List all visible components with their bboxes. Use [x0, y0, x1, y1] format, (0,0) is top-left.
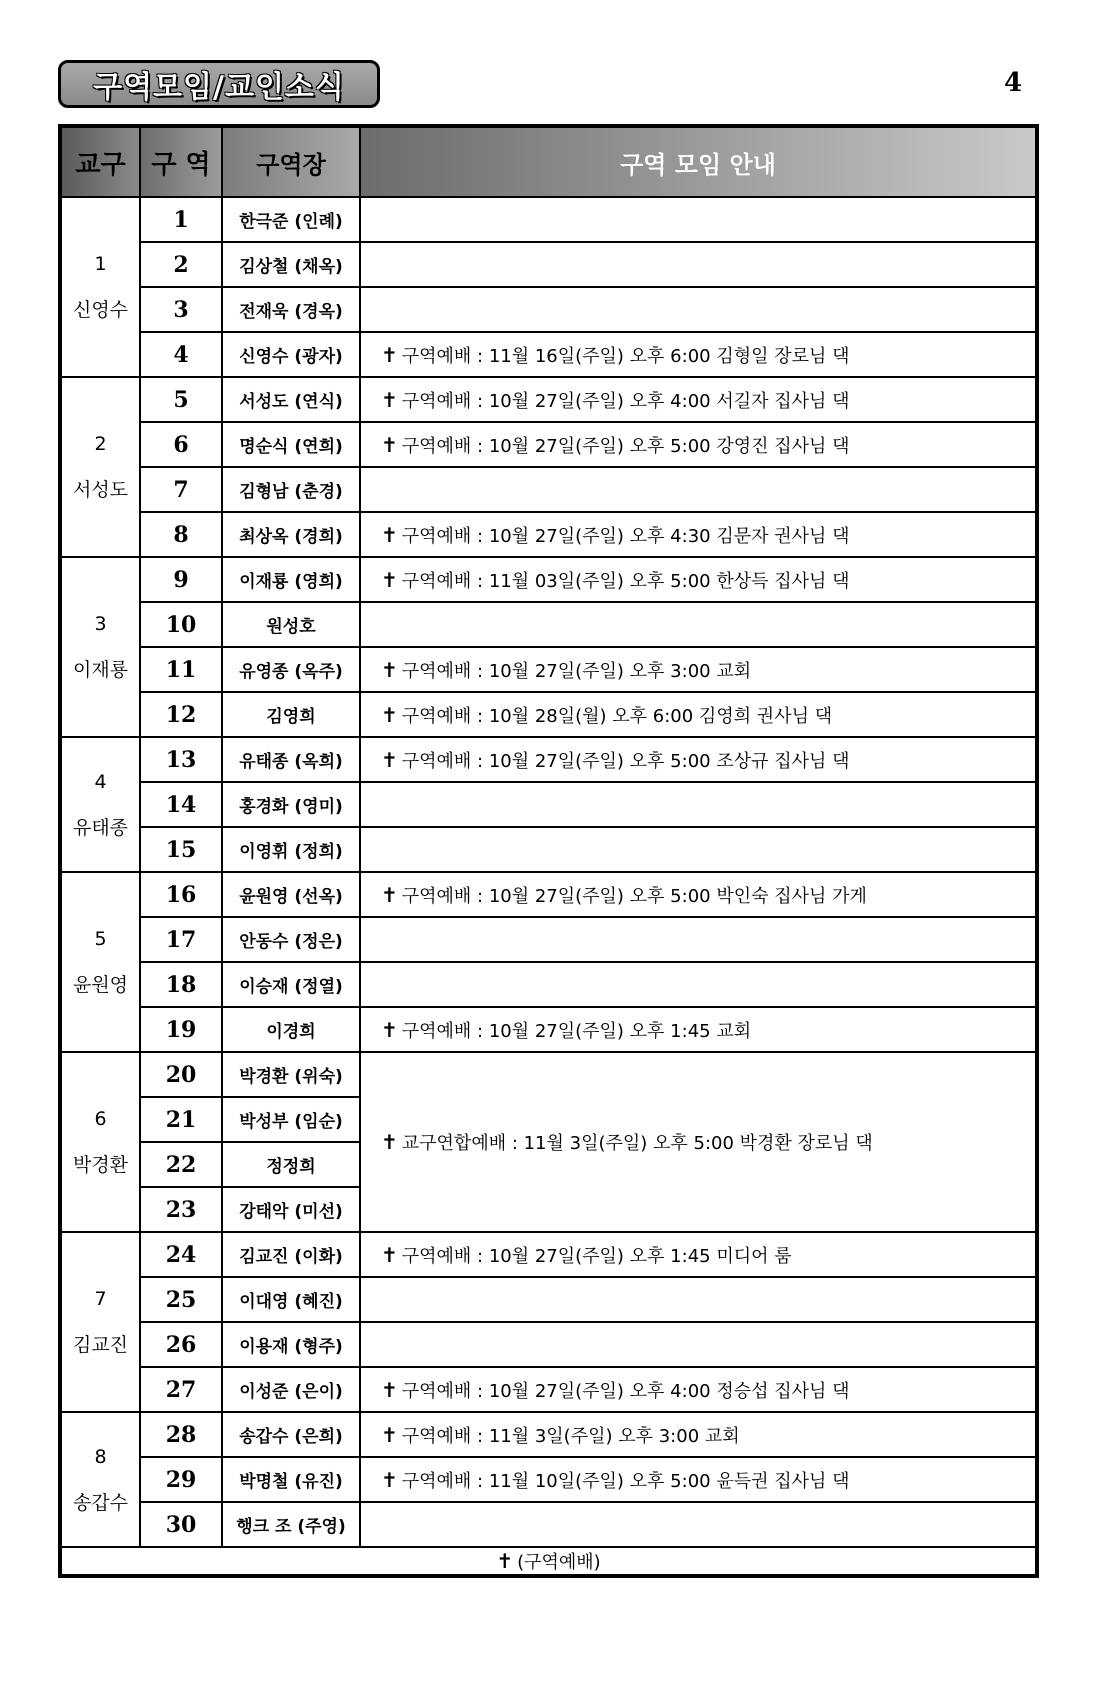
district-leader: 명순식 (연희) — [222, 422, 360, 467]
parish-leader-name: 서성도 — [72, 479, 129, 501]
district-leader: 윤원영 (선옥) — [222, 872, 360, 917]
district-number: 14 — [140, 782, 222, 827]
district-leader: 이승재 (정열) — [222, 962, 360, 1007]
table-row — [60, 737, 1037, 782]
column-header: 구 역 — [140, 126, 222, 197]
parish-cell — [60, 1232, 140, 1412]
district-leader: 김영희 — [222, 692, 360, 737]
meeting-info — [360, 1052, 1037, 1232]
table-row — [60, 197, 1037, 242]
parish-number: 3 — [94, 613, 107, 635]
meeting-info — [360, 242, 1037, 287]
table-row — [60, 602, 1037, 647]
parish-leader-name: 이재룡 — [72, 659, 129, 681]
meeting-info-text: 구역예배 : 10월 27일(주일) 오후 4:30 김문자 권사님 댁 — [401, 525, 850, 547]
meeting-info — [360, 1322, 1037, 1367]
cross-icon: ✝ — [381, 1467, 398, 1492]
meeting-info — [360, 557, 1037, 602]
cross-icon: ✝ — [381, 387, 398, 412]
district-leader: 행크 조 (주영) — [222, 1502, 360, 1547]
table-row — [60, 512, 1037, 557]
table-row — [60, 467, 1037, 512]
column-header: 구역 모임 안내 — [360, 126, 1037, 197]
district-leader: 한극준 (인례) — [222, 197, 360, 242]
parish-number: 1 — [94, 253, 107, 275]
district-number: 28 — [140, 1412, 222, 1457]
table-row — [60, 692, 1037, 737]
parish-number: 8 — [94, 1445, 107, 1468]
meeting-info-text: 구역예배 : 10월 27일(주일) 오후 5:00 강영진 집사님 댁 — [401, 435, 850, 457]
meeting-info — [360, 422, 1037, 467]
district-leader: 안동수 (정은) — [222, 917, 360, 962]
table-row — [60, 287, 1037, 332]
table-row — [60, 422, 1037, 467]
meeting-info-text: 구역예배 : 11월 16일(주일) 오후 6:00 김형일 장로님 댁 — [401, 345, 850, 367]
table-row — [60, 1412, 1037, 1457]
parish-leader-name: 유태종 — [72, 816, 129, 839]
cross-icon: ✝ — [381, 432, 398, 457]
cross-icon: ✝ — [381, 342, 398, 367]
meeting-info — [360, 1367, 1037, 1412]
parish-cell — [60, 197, 140, 377]
meeting-info — [360, 692, 1037, 737]
meeting-info — [360, 1007, 1037, 1052]
district-number: 6 — [140, 422, 222, 467]
district-number: 24 — [140, 1232, 222, 1277]
district-leader: 이성준 (은이) — [222, 1367, 360, 1412]
meeting-info-text: 구역예배 : 10월 27일(주일) 오후 3:00 교회 — [401, 660, 752, 682]
meeting-info — [360, 197, 1037, 242]
meeting-info — [360, 1457, 1037, 1502]
parish-number: 6 — [94, 1108, 107, 1130]
meeting-info — [360, 1502, 1037, 1547]
table-row — [60, 917, 1037, 962]
district-leader: 최상옥 (경희) — [222, 512, 360, 557]
meeting-info-text: 구역예배 : 11월 3일(주일) 오후 3:00 교회 — [401, 1425, 740, 1447]
district-leader: 박명철 (유진) — [222, 1457, 360, 1502]
table-row — [60, 1322, 1037, 1367]
parish-cell — [60, 377, 140, 557]
district-leader: 강태악 (미선) — [222, 1187, 360, 1232]
meeting-info — [360, 782, 1037, 827]
parish-cell — [60, 737, 140, 872]
cross-icon: ✝ — [381, 1422, 398, 1447]
meeting-info — [360, 872, 1037, 917]
cross-icon: ✝ — [381, 1017, 398, 1042]
cross-icon: ✝ — [381, 522, 398, 547]
parish-cell — [60, 1412, 140, 1547]
cross-icon: ✝ — [381, 567, 398, 592]
page-number: 4 — [1004, 68, 1023, 98]
table-row — [60, 872, 1037, 917]
cross-icon: ✝ — [381, 657, 398, 682]
parish-leader-name: 김교진 — [72, 1334, 129, 1356]
district-number: 18 — [140, 962, 222, 1007]
district-number: 5 — [140, 377, 222, 422]
meeting-info — [360, 332, 1037, 377]
district-leader: 정정희 — [222, 1142, 360, 1187]
district-leader: 유태종 (옥희) — [222, 737, 360, 782]
meeting-info — [360, 737, 1037, 782]
district-leader: 원성호 — [222, 602, 360, 647]
table-row — [60, 647, 1037, 692]
district-leader: 김교진 (이화) — [222, 1232, 360, 1277]
parish-number: 7 — [94, 1288, 107, 1310]
district-leader: 전재욱 (경옥) — [222, 287, 360, 332]
table-row — [60, 1232, 1037, 1277]
district-number: 26 — [140, 1322, 222, 1367]
cross-icon: ✝ — [381, 702, 398, 727]
meeting-info-text: 구역예배 : 10월 27일(주일) 오후 1:45 교회 — [401, 1020, 752, 1042]
district-leader: 박성부 (임순) — [222, 1097, 360, 1142]
table-row — [60, 1052, 1037, 1097]
district-leader: 이대영 (혜진) — [222, 1277, 360, 1322]
district-number: 15 — [140, 827, 222, 872]
table-header-row — [60, 126, 1037, 197]
meeting-info — [360, 917, 1037, 962]
district-leader: 서성도 (연식) — [222, 377, 360, 422]
district-number: 17 — [140, 917, 222, 962]
table-row — [60, 557, 1037, 602]
table-row — [60, 827, 1037, 872]
meeting-info-text: 구역예배 : 11월 10일(주일) 오후 5:00 윤득권 집사님 댁 — [401, 1470, 850, 1492]
table-row — [60, 962, 1037, 1007]
district-leader: 이용재 (형주) — [222, 1322, 360, 1367]
district-number: 7 — [140, 467, 222, 512]
cross-icon: ✝ — [381, 1130, 398, 1154]
district-number: 1 — [140, 197, 222, 242]
district-leader: 김상철 (채옥) — [222, 242, 360, 287]
meeting-info — [360, 467, 1037, 512]
table-row — [60, 1367, 1037, 1412]
cross-icon: ✝ — [381, 1242, 398, 1267]
parish-leader-name: 송갑수 — [72, 1491, 129, 1514]
meeting-info-text: 구역예배 : 11월 03일(주일) 오후 5:00 한상득 집사님 댁 — [401, 570, 850, 592]
district-number: 10 — [140, 602, 222, 647]
meeting-info — [360, 377, 1037, 422]
district-leader: 이영휘 (정희) — [222, 827, 360, 872]
meeting-info — [360, 512, 1037, 557]
district-number: 29 — [140, 1457, 222, 1502]
table-row — [60, 1502, 1037, 1547]
district-number: 30 — [140, 1502, 222, 1547]
table-row — [60, 1277, 1037, 1322]
meeting-info-text: 구역예배 : 10월 27일(주일) 오후 4:00 서길자 집사님 댁 — [401, 390, 850, 412]
meeting-info — [360, 647, 1037, 692]
meeting-info — [360, 602, 1037, 647]
table-row — [60, 377, 1037, 422]
district-leader: 유영종 (옥주) — [222, 647, 360, 692]
district-leader: 이경희 — [222, 1007, 360, 1052]
parish-cell — [60, 1052, 140, 1232]
meeting-info — [360, 962, 1037, 1007]
parish-leader-name: 신영수 — [72, 299, 129, 321]
district-number: 22 — [140, 1142, 222, 1187]
district-number: 23 — [140, 1187, 222, 1232]
table-footer-row — [60, 1547, 1037, 1576]
parish-number: 5 — [94, 928, 107, 950]
table-row — [60, 1007, 1037, 1052]
district-number: 3 — [140, 287, 222, 332]
footer-text: (구역예배) — [517, 1552, 601, 1573]
column-header: 교구 — [60, 126, 140, 197]
district-leader: 송갑수 (은희) — [222, 1412, 360, 1457]
meeting-info-text: 구역예배 : 10월 27일(주일) 오후 4:00 정승섭 집사님 댁 — [401, 1380, 850, 1402]
district-number: 21 — [140, 1097, 222, 1142]
meeting-info — [360, 1277, 1037, 1322]
district-number: 2 — [140, 242, 222, 287]
district-number: 25 — [140, 1277, 222, 1322]
meeting-info-text: 교구연합예배 : 11월 3일(주일) 오후 5:00 박경환 장로님 댁 — [401, 1133, 873, 1154]
parish-number: 2 — [94, 433, 107, 455]
parish-number: 4 — [94, 770, 107, 793]
district-number: 9 — [140, 557, 222, 602]
table-row — [60, 332, 1037, 377]
meeting-info — [360, 1232, 1037, 1277]
district-number: 19 — [140, 1007, 222, 1052]
district-number: 12 — [140, 692, 222, 737]
meeting-info-text: 구역예배 : 10월 27일(주일) 오후 5:00 박인숙 집사님 가게 — [401, 885, 867, 907]
meeting-info — [360, 827, 1037, 872]
meeting-info — [360, 1412, 1037, 1457]
district-leader: 김형남 (춘경) — [222, 467, 360, 512]
section-title: 구역모임/교인소식 — [93, 70, 345, 105]
cross-icon: ✝ — [381, 1377, 398, 1402]
meeting-info — [360, 287, 1037, 332]
district-number: 27 — [140, 1367, 222, 1412]
district-leader: 신영수 (광자) — [222, 332, 360, 377]
district-number: 4 — [140, 332, 222, 377]
meeting-info-text: 구역예배 : 10월 27일(주일) 오후 5:00 조상규 집사님 댁 — [401, 750, 850, 772]
meeting-info-text: 구역예배 : 10월 28일(월) 오후 6:00 김영희 권사님 댁 — [401, 705, 833, 727]
cross-icon: ✝ — [381, 882, 398, 907]
section-title-box — [58, 60, 380, 108]
table-row — [60, 782, 1037, 827]
district-number: 8 — [140, 512, 222, 557]
parish-leader-name: 박경환 — [72, 1154, 129, 1176]
column-header: 구역장 — [222, 126, 360, 197]
parish-leader-name: 윤원영 — [72, 974, 129, 996]
cross-icon: ✝ — [496, 1549, 514, 1573]
cross-icon: ✝ — [381, 747, 398, 772]
district-leader: 홍경화 (영미) — [222, 782, 360, 827]
district-number: 11 — [140, 647, 222, 692]
district-number: 13 — [140, 737, 222, 782]
district-meeting-table — [58, 124, 1039, 1578]
table-row — [60, 242, 1037, 287]
parish-cell — [60, 872, 140, 1052]
table-row — [60, 1457, 1037, 1502]
district-leader: 박경환 (위숙) — [222, 1052, 360, 1097]
district-number: 20 — [140, 1052, 222, 1097]
footer-legend — [60, 1547, 1037, 1576]
meeting-info-text: 구역예배 : 10월 27일(주일) 오후 1:45 미디어 룸 — [401, 1245, 792, 1267]
parish-cell — [60, 557, 140, 737]
district-leader: 이재룡 (영희) — [222, 557, 360, 602]
district-number: 16 — [140, 872, 222, 917]
